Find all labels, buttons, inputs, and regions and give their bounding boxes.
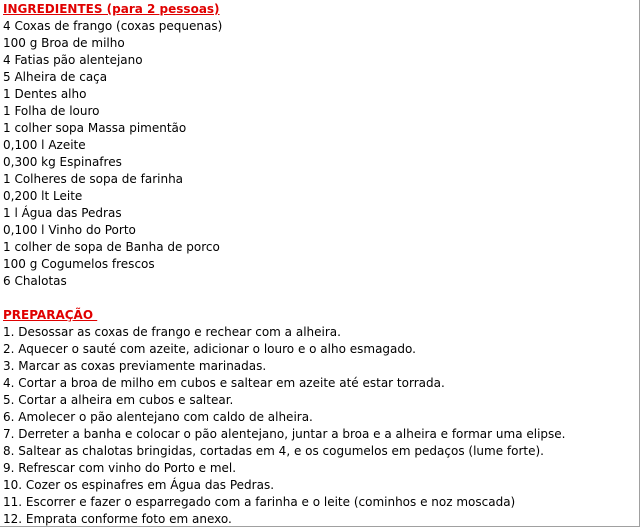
preparation-step: 5. Cortar a alheira em cubos e saltear. xyxy=(3,393,234,407)
ingredient-item: 4 Fatias pão alentejano xyxy=(3,53,143,67)
ingredient-item: 0,300 kg Espinafres xyxy=(3,155,122,169)
ingredients-heading: INGREDIENTES (para 2 pessoas) xyxy=(3,2,220,16)
preparation-step: 8. Saltear as chalotas bringidas, cortadas em 4, e os cogumelos em pedaços (lume forte). xyxy=(3,444,544,458)
ingredient-item: 1 colher sopa Massa pimentão xyxy=(3,121,187,135)
ingredient-item: 0,200 lt Leite xyxy=(3,189,83,203)
recipe-content xyxy=(3,1,637,528)
preparation-step: 10. Cozer os espinafres em Água das Pedras. xyxy=(3,478,275,492)
preparation-step: 2. Aquecer o sauté com azeite, adicionar o louro e o alho esmagado. xyxy=(3,342,416,356)
ingredient-item: 0,100 l Vinho do Porto xyxy=(3,223,136,237)
ingredient-item: 100 g Cogumelos frescos xyxy=(3,257,155,271)
preparation-heading: PREPARAÇÃO xyxy=(3,308,98,322)
ingredient-item: 5 Alheira de caça xyxy=(3,70,108,84)
preparation-steps xyxy=(3,324,637,528)
ingredient-item: 4 Coxas de frango (coxas pequenas) xyxy=(3,19,223,33)
ingredients-list xyxy=(3,18,637,290)
preparation-step: 4. Cortar a broa de milho em cubos e saltear em azeite até estar torrada. xyxy=(3,376,445,390)
section-spacer xyxy=(3,290,637,307)
preparation-step: 3. Marcar as coxas previamente marinadas. xyxy=(3,359,267,373)
preparation-step: 1. Desossar as coxas de frango e rechear com a alheira. xyxy=(3,325,341,339)
ingredient-item: 0,100 l Azeite xyxy=(3,138,86,152)
preparation-step: 12. Emprata conforme foto em anexo. xyxy=(3,512,232,526)
preparation-step: 6. Amolecer o pão alentejano com caldo de alheira. xyxy=(3,410,313,424)
preparation-step: 11. Escorrer e fazer o esparregado com a farinha e o leite (cominhos e noz moscada) xyxy=(3,495,516,509)
ingredient-item: 1 colher de sopa de Banha de porco xyxy=(3,240,220,254)
ingredient-item: 100 g Broa de milho xyxy=(3,36,125,50)
ingredient-item: 1 l Água das Pedras xyxy=(3,206,122,220)
ingredient-item: 1 Folha de louro xyxy=(3,104,100,118)
preparation-step: 7. Derreter a banha e colocar o pão alentejano, juntar a broa e a alheira e formar uma elipse. xyxy=(3,427,566,441)
ingredient-item: 6 Chalotas xyxy=(3,274,67,288)
ingredient-item: 1 Colheres de sopa de farinha xyxy=(3,172,184,186)
preparation-step: 9. Refrescar com vinho do Porto e mel. xyxy=(3,461,237,475)
ingredient-item: 1 Dentes alho xyxy=(3,87,87,101)
